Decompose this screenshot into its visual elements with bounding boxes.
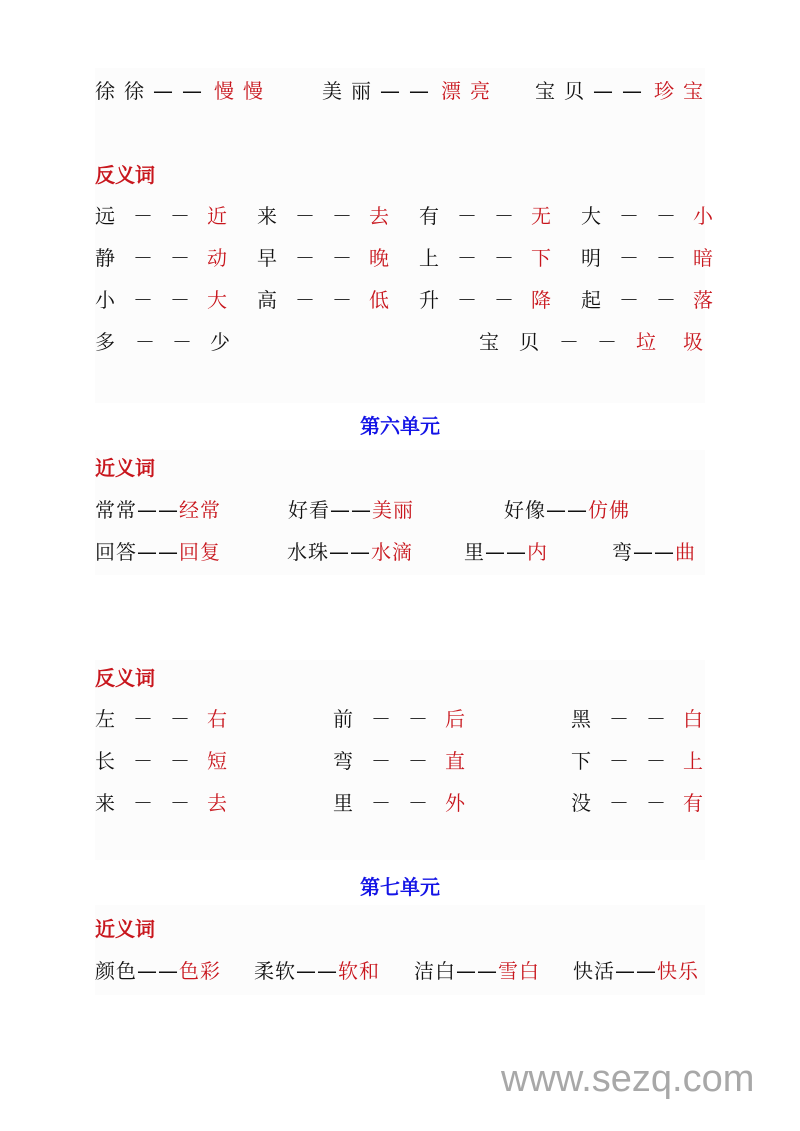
antonym-row <box>0 790 800 816</box>
dash: — <box>622 79 642 103</box>
synonym-row <box>0 958 800 984</box>
dash: － <box>494 246 514 270</box>
dash: － <box>133 204 153 228</box>
dash: － <box>371 707 391 731</box>
answer-char: 有 <box>683 791 703 815</box>
word-char: 贝 <box>564 79 584 103</box>
dash: － <box>457 204 477 228</box>
answer-char: 慢 <box>243 79 263 103</box>
answer: 经常 <box>179 498 221 522</box>
word-char: 下 <box>571 749 591 773</box>
dash: － <box>494 204 514 228</box>
answer-char: 珍 <box>654 79 674 103</box>
unit-6-title: 第六单元 <box>360 414 440 438</box>
dash: － <box>619 204 639 228</box>
word: 好像 <box>504 498 546 522</box>
answer-char: 落 <box>693 288 713 312</box>
synonym-pair <box>573 958 699 984</box>
answer: 仿佛 <box>588 498 630 522</box>
synonym-pair <box>504 497 630 523</box>
dash: － <box>619 288 639 312</box>
dash: － <box>559 330 579 354</box>
dash: － <box>170 791 190 815</box>
word-char: 来 <box>257 204 277 228</box>
dash: — <box>409 79 429 103</box>
dash: － <box>133 707 153 731</box>
answer: 软和 <box>338 959 380 983</box>
answer: 回复 <box>179 540 221 564</box>
answer-char: 大 <box>207 288 227 312</box>
word-char: 弯 <box>333 749 353 773</box>
word-char: 长 <box>95 749 115 773</box>
answer-char: 暗 <box>693 246 713 270</box>
dash: － <box>332 246 352 270</box>
answer-char: 上 <box>683 749 703 773</box>
answer-char: 无 <box>531 204 551 228</box>
word-char: 早 <box>257 246 277 270</box>
dash: － <box>494 288 514 312</box>
word-char: 升 <box>419 288 439 312</box>
answer-char: 近 <box>207 204 227 228</box>
word-char: 徐 <box>95 79 115 103</box>
dash: － <box>646 707 666 731</box>
synonym-pair <box>612 539 696 565</box>
dash: － <box>170 246 190 270</box>
dash: —— <box>485 540 527 564</box>
answer-char: 晚 <box>369 246 389 270</box>
synonyms-heading: 近义词 <box>95 456 155 480</box>
answer-char: 外 <box>445 791 465 815</box>
word-char: 上 <box>419 246 439 270</box>
antonym-row <box>0 748 800 774</box>
dash: —— <box>615 959 657 983</box>
word: 洁白 <box>414 959 456 983</box>
synonym-pair <box>254 958 380 984</box>
synonym-pair <box>464 539 548 565</box>
word-char: 左 <box>95 707 115 731</box>
synonym-pair <box>288 497 414 523</box>
answer-char: 短 <box>207 749 227 773</box>
antonyms-heading: 反义词 <box>95 666 155 690</box>
dash: － <box>609 749 629 773</box>
synonym-pair <box>414 958 540 984</box>
word-char: 明 <box>581 246 601 270</box>
synonym-row <box>0 539 800 565</box>
answer-char: 低 <box>369 288 389 312</box>
word: 回答 <box>95 540 137 564</box>
dash: — <box>182 79 202 103</box>
answer-char: 下 <box>531 246 551 270</box>
synonym-pair <box>95 958 221 984</box>
answer: 快乐 <box>657 959 699 983</box>
dash: － <box>609 791 629 815</box>
dash: － <box>656 288 676 312</box>
dash: － <box>457 246 477 270</box>
word: 柔软 <box>254 959 296 983</box>
word-char: 前 <box>333 707 353 731</box>
dash: —— <box>633 540 675 564</box>
word: 颜色 <box>95 959 137 983</box>
word-char: 来 <box>95 791 115 815</box>
answer-char: 后 <box>445 707 465 731</box>
synonyms-heading: 近义词 <box>95 917 155 941</box>
dash: — <box>593 79 613 103</box>
dash: － <box>408 707 428 731</box>
word: 里 <box>464 540 485 564</box>
synonym-pair <box>287 539 413 565</box>
word-char: 大 <box>581 204 601 228</box>
answer-char: 宝 <box>683 79 703 103</box>
word-char: 有 <box>419 204 439 228</box>
word: 水珠 <box>287 540 329 564</box>
dash: —— <box>546 498 588 522</box>
answer: 色彩 <box>179 959 221 983</box>
dash: － <box>619 246 639 270</box>
dash: － <box>609 707 629 731</box>
dash: － <box>170 288 190 312</box>
dash: － <box>332 288 352 312</box>
word: 好看 <box>288 498 330 522</box>
answer-char: 去 <box>369 204 389 228</box>
answer: 雪白 <box>498 959 540 983</box>
antonym-row <box>0 245 800 271</box>
word-char: 宝 <box>535 79 555 103</box>
word-char: 没 <box>571 791 591 815</box>
synonym-row-top <box>0 78 800 104</box>
dash: － <box>597 330 617 354</box>
dash: —— <box>137 498 179 522</box>
dash: —— <box>330 498 372 522</box>
watermark: www.sezq.com <box>501 1058 755 1100</box>
answer-char: 圾 <box>683 330 703 354</box>
dash: —— <box>137 540 179 564</box>
answer-char: 直 <box>445 749 465 773</box>
answer-char: 亮 <box>470 79 490 103</box>
antonym-row <box>0 287 800 313</box>
answer-char: 少 <box>210 330 230 354</box>
word-char: 徐 <box>124 79 144 103</box>
dash: － <box>133 749 153 773</box>
word-char: 起 <box>581 288 601 312</box>
word-char: 宝 <box>479 330 499 354</box>
synonym-pair <box>95 539 221 565</box>
antonyms-heading: 反义词 <box>95 163 155 187</box>
word-char: 多 <box>95 330 115 354</box>
synonym-row <box>0 497 800 523</box>
dash: － <box>133 288 153 312</box>
dash: － <box>408 749 428 773</box>
answer-char: 右 <box>207 707 227 731</box>
dash: － <box>170 707 190 731</box>
word: 快活 <box>573 959 615 983</box>
dash: － <box>408 791 428 815</box>
answer: 水滴 <box>371 540 413 564</box>
dash: － <box>295 288 315 312</box>
word-char: 丽 <box>351 79 371 103</box>
dash: － <box>295 246 315 270</box>
answer-char: 去 <box>207 791 227 815</box>
word-char: 美 <box>322 79 342 103</box>
word: 常常 <box>95 498 137 522</box>
dash: － <box>646 749 666 773</box>
answer-char: 动 <box>207 246 227 270</box>
dash: － <box>170 204 190 228</box>
dash: —— <box>329 540 371 564</box>
answer-char: 白 <box>683 707 703 731</box>
word-char: 静 <box>95 246 115 270</box>
answer-char: 垃 <box>636 330 656 354</box>
dash: － <box>332 204 352 228</box>
dash: —— <box>456 959 498 983</box>
dash: － <box>170 749 190 773</box>
dash: － <box>133 246 153 270</box>
synonym-pair <box>95 497 221 523</box>
answer: 内 <box>527 540 548 564</box>
dash: － <box>371 791 391 815</box>
dash: — <box>380 79 400 103</box>
dash: —— <box>137 959 179 983</box>
answer-char: 慢 <box>214 79 234 103</box>
dash: － <box>656 204 676 228</box>
answer-char: 漂 <box>441 79 461 103</box>
word-char: 里 <box>333 791 353 815</box>
antonym-row-last <box>0 329 800 355</box>
dash: —— <box>296 959 338 983</box>
answer-char: 小 <box>693 204 713 228</box>
answer-char: 降 <box>531 288 551 312</box>
antonym-row <box>0 706 800 732</box>
word-char: 贝 <box>519 330 539 354</box>
word-char: 高 <box>257 288 277 312</box>
answer: 曲 <box>675 540 696 564</box>
antonym-row <box>0 203 800 229</box>
dash: － <box>656 246 676 270</box>
dash: － <box>457 288 477 312</box>
word-char: 黑 <box>571 707 591 731</box>
dash: — <box>153 79 173 103</box>
unit-7-title: 第七单元 <box>360 875 440 899</box>
dash: － <box>133 791 153 815</box>
dash: － <box>371 749 391 773</box>
dash: － <box>295 204 315 228</box>
answer: 美丽 <box>372 498 414 522</box>
word-char: 远 <box>95 204 115 228</box>
dash: － <box>646 791 666 815</box>
dash: － <box>172 330 192 354</box>
word-char: 小 <box>95 288 115 312</box>
word: 弯 <box>612 540 633 564</box>
dash: － <box>135 330 155 354</box>
